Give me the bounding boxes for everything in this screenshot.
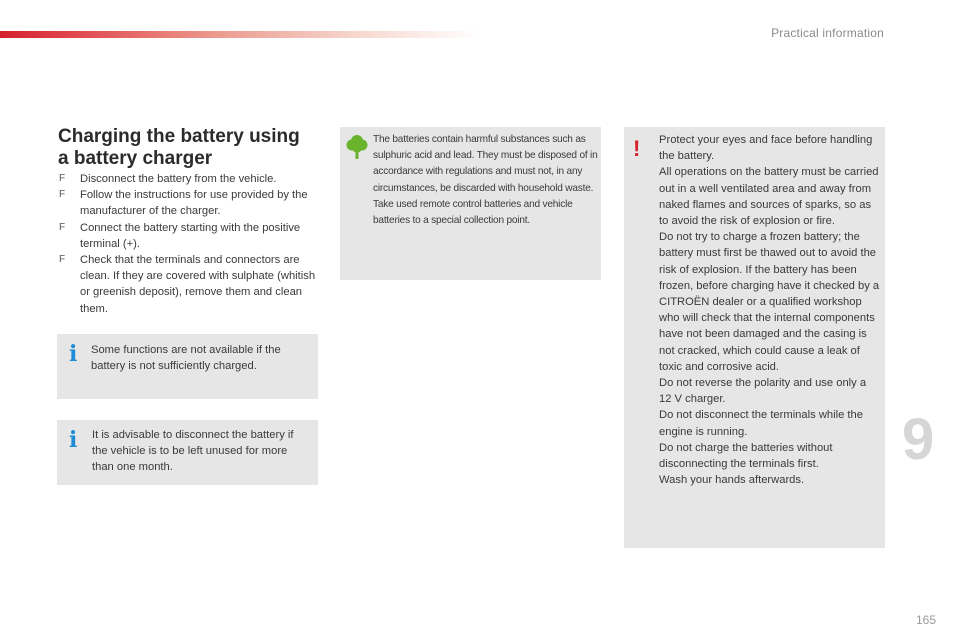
info-box-charge-level xyxy=(57,334,318,399)
step-text: Check that the terminals and connectors are clean. If they are covered with sulphate (whitish or greenish deposit), remove them and clean them. xyxy=(80,254,316,315)
step-item xyxy=(58,252,320,317)
info-box-disconnect-advice xyxy=(57,420,318,485)
step-text: Connect the battery starting with the positive terminal (+). xyxy=(80,221,301,250)
warning-text xyxy=(659,132,881,488)
warning-paragraph: Do not reverse the polarity and use only a 12 V charger. xyxy=(659,377,867,406)
step-item xyxy=(58,220,320,252)
environment-text-part1: The batteries contain harmful substances such as sulphuric acid and lead. They must be disposed of in accordance with regulations and must not, in any circumstances, be discarded with household waste. xyxy=(373,134,598,194)
step-text: Follow the instructions for use provided by the manufacturer of the charger. xyxy=(80,189,308,218)
warning-icon: ! xyxy=(633,136,641,161)
warning-paragraph: Do not charge the batteries without disconnecting the terminals first. xyxy=(659,441,833,471)
warning-paragraph: All operations on the battery must be carried out in a well ventilated area and away from naked flames and sources of sparks, so as to avoid the risk of explosion or fire. xyxy=(659,166,879,228)
step-item xyxy=(58,187,320,219)
heading-line-1: Charging the battery using xyxy=(58,126,300,147)
bullet-icon: F xyxy=(59,189,66,201)
warning-paragraph: Do not disconnect the terminals while the engine is running. xyxy=(659,409,863,438)
tree-icon xyxy=(346,134,368,160)
warning-paragraph: Do not try to charge a frozen battery; the battery must first be thawed out to avoid the risk of explosion. If the battery has been frozen, before charging have it checked by a CITROËN dealer or a qualified workshop who will check that the internal components have not been damaged and the casing is not cracked, which could cause a leak of toxic and corrosive acid. xyxy=(659,231,880,373)
warning-paragraph: Protect your eyes and face before handling the battery. xyxy=(659,134,873,163)
chapter-number: 9 xyxy=(902,407,935,472)
charging-steps-list xyxy=(58,171,320,317)
warning-box xyxy=(624,127,885,548)
warning-paragraph: Wash your hands afterwards. xyxy=(659,474,805,487)
section-title: Practical information xyxy=(771,26,884,40)
info-text: Some functions are not available if the battery is not sufficiently charged. xyxy=(91,344,281,373)
environment-text-part2: Take used remote control batteries and vehicle batteries to a special collection point. xyxy=(373,198,573,227)
step-text: Disconnect the battery from the vehicle. xyxy=(80,173,277,185)
heading-line-2: a battery charger xyxy=(58,148,213,169)
bullet-icon: F xyxy=(59,254,66,266)
bullet-icon: F xyxy=(59,173,66,184)
info-icon: i xyxy=(69,427,78,453)
header-color-bar xyxy=(0,31,480,38)
info-text: It is advisable to disconnect the battery if the vehicle is to be left unused for more than one month. xyxy=(92,429,294,474)
environment-box xyxy=(340,127,601,280)
info-icon: i xyxy=(69,341,78,367)
step-item xyxy=(58,171,320,187)
bullet-icon: F xyxy=(59,221,66,233)
page-number: 165 xyxy=(916,613,937,627)
environment-text xyxy=(373,132,598,229)
page-heading xyxy=(58,126,328,170)
